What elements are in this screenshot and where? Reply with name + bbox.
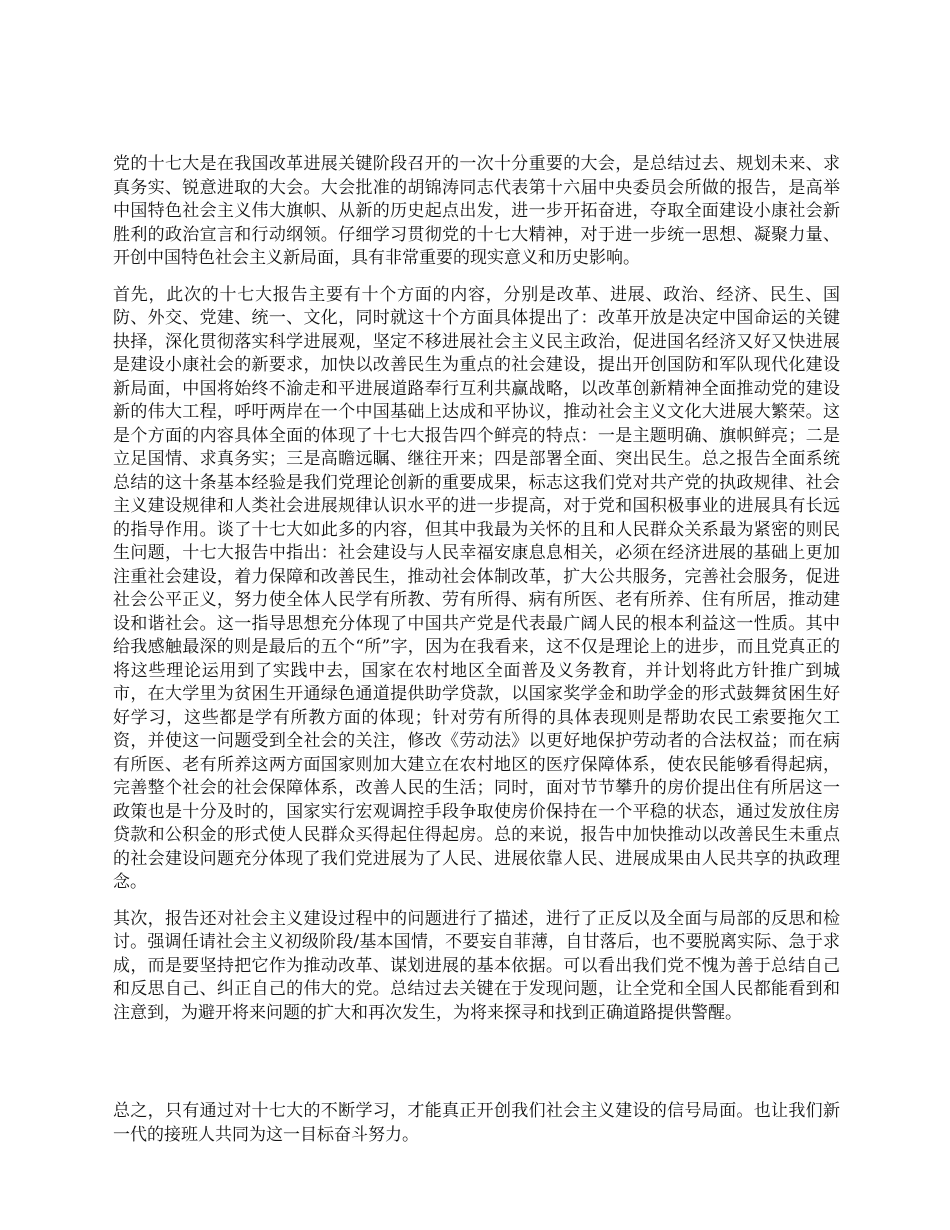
paragraph-second: 其次，报告还对社会主义建设过程中的问题进行了描述，进行了正反以及全面与局部的反思和检讨。强调任请社会主义初级阶段/基本国情，不要妄自菲薄，自甘落后，也不要脱离实际、急于求成，而是要坚持把它作为推动改革、谋划进展的基本依据。可以看出我们党不愧为善于总结自己和反思自己、纠正自己的伟大的党。总结过去关键在于发现问题，让全党和全国人民都能看到和注意到，为避开将来问题的扩大和再次发生，为将来探寻和找到正确道路提供警醒。 (113, 908, 840, 1023)
paragraph-first: 首先，此次的十七大报告主要有十个方面的内容，分别是改革、进展、政治、经济、民生、国防、外交、党建、统一、文化，同时就这十个方面具体提出了：改革开放是决定中国命运的关键抉择，深化贯彻落实科学进展观，坚定不移进展社会主义民主政治，促进国名经济又好又快进展是建设小康社会的新要求，加快以改善民生为重点的社会建设，提出开创国防和军队现代化建设新局面，中国将始终不渝走和平进展道路奉行互利共赢战略，以改革创新精神全面推动党的建设新的伟大工程，呼吁两岸在一个中国基础上达成和平协议，推动社会主义文化大进展大繁荣。这是个方面的内容具体全面的体现了十七大报告四个鲜亮的特点：一是主题明确、旗帜鲜亮；二是立足国情、求真务实；三是高瞻远瞩、继往开来；四是部署全面、突出民生。总之报告全面系统总结的这十条基本经验是我们党理论创新的重要成果，标志这我们党对共产党的执政规律、社会主义建设规律和人类社会进展规律认识水平的进一步提高，对于党和国积极事业的进展具有长远的指导作用。谈了十七大如此多的内容，但其中我最为关怀的且和人民群众关系最为紧密的则民生问题，十七大报告中指出：社会建设与人民幸福安康息息相关，必须在经济进展的基础上更加注重社会建设，着力保障和改善民生，推动社会体制改革，扩大公共服务，完善社会服务，促进社会公平正义，努力使全体人民学有所教、劳有所得、病有所医、老有所养、住有所居，推动建设和谐社会。这一指导思想充分体现了中国共产党是代表最广阔人民的根本利益这一性质。其中给我感触最深的则是最后的五个“所”字，因为在我看来，这不仅是理论上的进步，而且党真正的将这些理论运用到了实践中去，国家在农村地区全面普及义务教育，并计划将此方针推广到城市，在大学里为贫困生开通绿色通道提供助学贷款，以国家奖学金和助学金的形式鼓舞贫困生好好学习，这些都是学有所教方面的体现；针对劳有所得的具体表现则是帮助农民工索要拖欠工资，并使这一问题受到全社会的关注，修改《劳动法》以更好地保护劳动者的合法权益；而在病有所医、老有所养这两方面国家则加大建立在农村地区的医疗保障体系，使农民能够看得起病，完善整个社会的社会保障体系，改善人民的生活；同时，面对节节攀升的房价提出住有所居这一政策也是十分及时的，国家实行宏观调控手段争取使房价保持在一个平稳的状态，通过发放住房贷款和公积金的形式使人民群众买得起住得起房。总的来说，报告中加快推动以改善民生未重点的社会建设问题充分体现了我们党进展为了人民、进展依靠人民、进展成果由人民共享的执政理念。 (113, 284, 840, 892)
paragraph-intro: 党的十七大是在我国改革进展关键阶段召开的一次十分重要的大会，是总结过去、规划未来、求真务实、锐意进取的大会。大会批准的胡锦涛同志代表第十六届中央委员会所做的报告，是高举中国特色社会主义伟大旗帜、从新的历史起点出发，进一步开拓奋进，夺取全面建设小康社会新胜利的政治宣言和行动纲领。仔细学习贯彻党的十七大精神，对于进一步统一思想、凝聚力量、开创中国特色社会主义新局面，具有非常重要的现实意义和历史影响。 (113, 154, 840, 268)
paragraph-conclusion: 总之，只有通过对十七大的不断学习，才能真正开创我们社会主义建设的信号局面。也让我们新一代的接班人共同为这一目标奋斗努力。 (113, 1101, 840, 1145)
document-body (113, 153, 840, 1160)
